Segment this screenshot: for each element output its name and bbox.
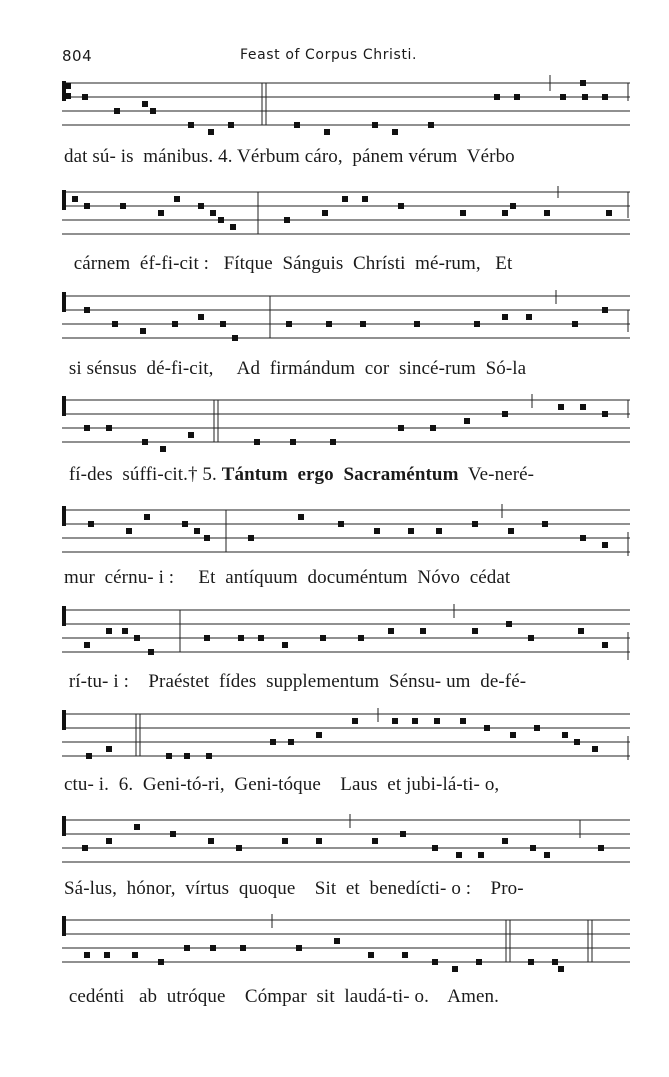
clef-icon: [62, 606, 66, 626]
neume-icon: [88, 514, 608, 548]
lyric-line: cedénti ab utróque Cómpar sit laudá-ti- o. Amen.: [64, 986, 499, 1007]
lyric-text: fí-des súffi-cit.† 5.: [64, 464, 222, 485]
lyric-line: si sénsus dé-fi-cit, Ad firmándum cor sincé-rum Só-la: [64, 358, 527, 379]
music-system: [62, 812, 630, 872]
chant-staff: [62, 812, 630, 872]
neume-icon: [82, 824, 604, 858]
page-number: 804: [62, 47, 93, 65]
lyric-line: mur cérnu- i : Et antíquum documéntum Nóvo cédat: [64, 567, 511, 588]
neume-icon: [82, 80, 608, 135]
neume-icon: [86, 718, 598, 759]
music-system: [62, 602, 630, 662]
chant-staff: [62, 184, 630, 244]
page-header: [62, 47, 632, 67]
hymn-title: Tántum ergo Sacraméntum: [221, 464, 459, 485]
music-system: [62, 184, 630, 244]
music-system: [62, 75, 630, 135]
neume-icon: [84, 938, 564, 972]
clef-icon: [62, 916, 66, 936]
lyric-line: [64, 464, 634, 486]
music-system: [62, 392, 630, 452]
music-system: [62, 502, 630, 562]
chant-staff: [62, 288, 630, 348]
lyric-line: rí-tu- i : Praéstet fídes supplementum Sénsu- um de-fé-: [64, 671, 527, 692]
chant-staff: [62, 75, 630, 135]
clef-icon: [62, 710, 66, 730]
chant-staff: [62, 502, 630, 562]
clef-icon: [62, 816, 66, 836]
chant-staff: [62, 706, 630, 766]
lyric-text: Ve-neré-: [458, 464, 535, 485]
clef-icon: [62, 81, 66, 101]
clef-icon: [62, 506, 66, 526]
chant-staff: [62, 602, 630, 662]
music-system: [62, 912, 630, 972]
lyric-line: dat sú- is mánibus. 4. Vérbum cáro, pánem vérum Vérbo: [64, 146, 515, 167]
lyric-line: cárnem éf-fi-cit : Fítque Sánguis Chrísti mé-rum, Et: [64, 253, 513, 274]
lyric-line: Sá-lus, hónor, vírtus quoque Sit et benedícti- o : Pro-: [64, 878, 524, 899]
music-system: [62, 706, 630, 766]
running-title: Feast of Corpus Christi.: [240, 47, 418, 63]
chant-staff: [62, 392, 630, 452]
lyric-line: ctu- i. 6. Geni-tó-ri, Geni-tóque Laus et jubi-lá-ti- o,: [64, 774, 500, 795]
chant-staff: [62, 912, 630, 972]
clef-icon: [62, 190, 66, 210]
music-system: [62, 288, 630, 348]
clef-icon: [62, 396, 66, 416]
clef-icon: [62, 292, 66, 312]
neume-icon: [72, 196, 612, 230]
